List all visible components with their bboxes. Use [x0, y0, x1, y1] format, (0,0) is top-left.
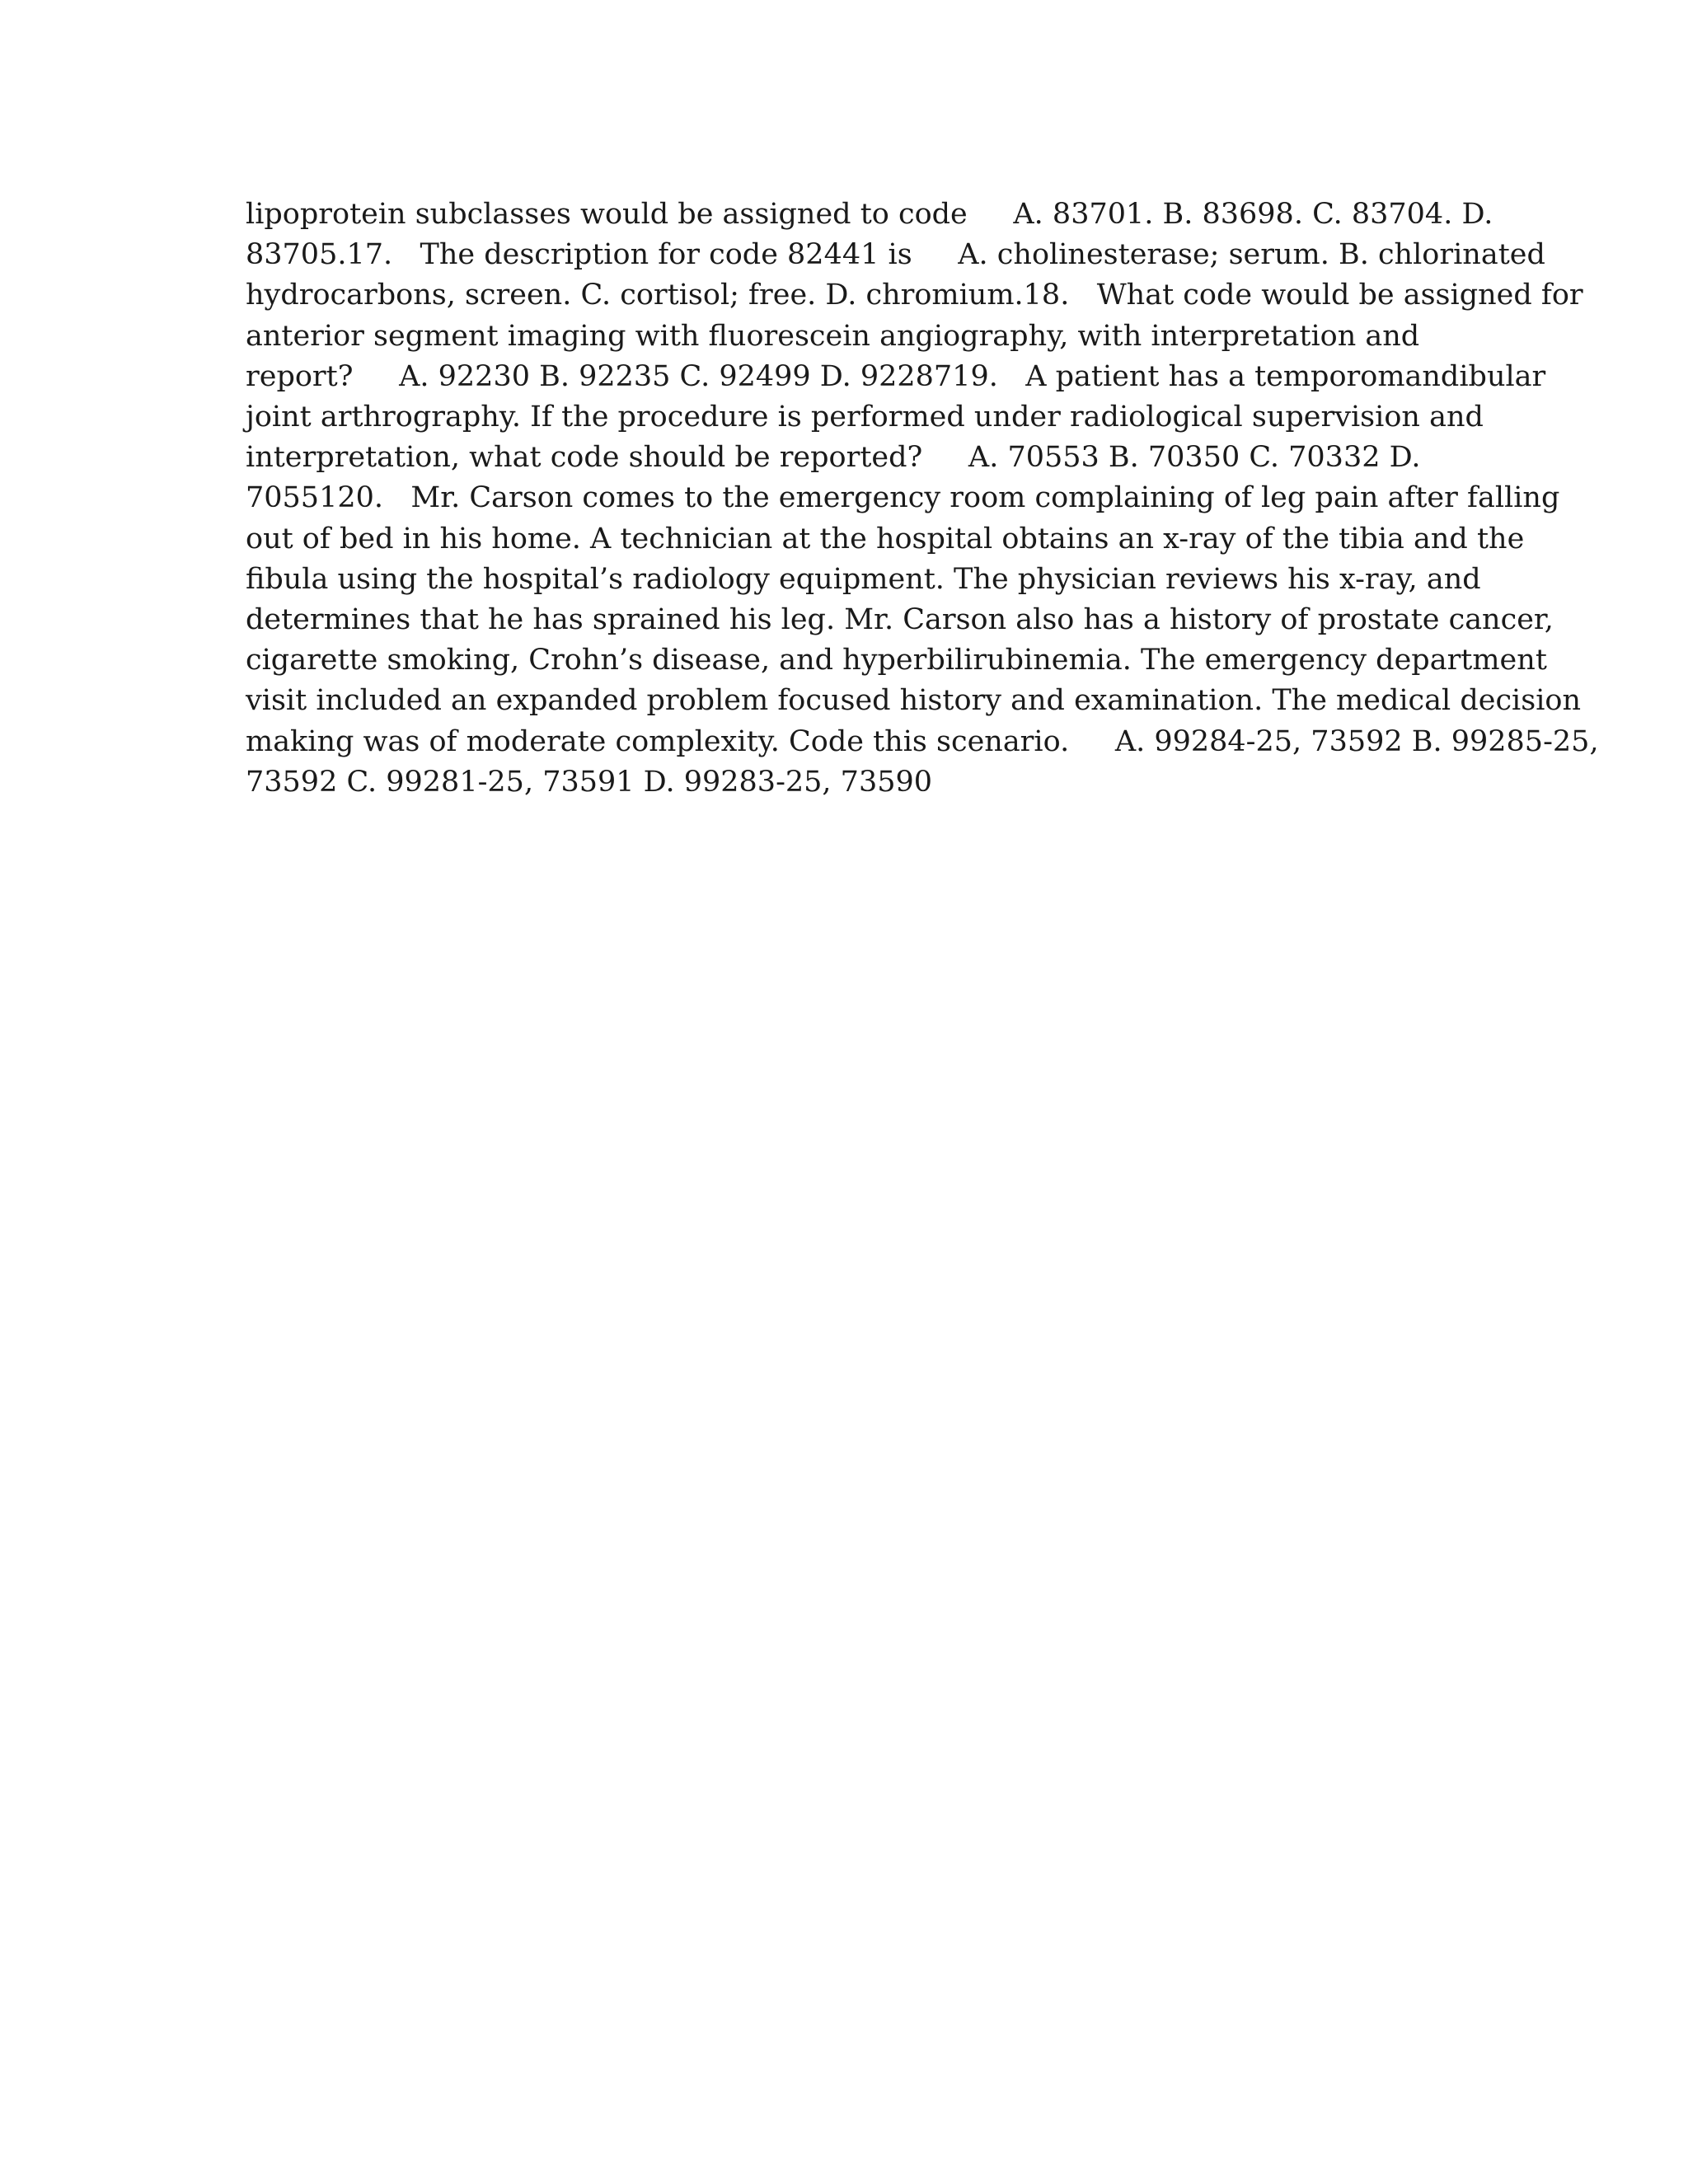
text-line-13: visit included an expanded problem focused history and examination. The medical decision — [246, 684, 1582, 718]
text-line-3: hydrocarbons, screen. C. cortisol; free. D. chromium.18. What code would be assigned for — [246, 279, 1583, 312]
text-line-15: 73592 C. 99281-25, 73591 D. 99283-25, 73590 — [246, 765, 933, 799]
text-line-12: cigarette smoking, Crohn’s disease, and hyperbilirubinemia. The emergency department — [246, 644, 1547, 677]
text-line-4: anterior segment imaging with fluorescein angiography, with interpretation and — [246, 319, 1420, 353]
text-line-5: report? A. 92230 B. 92235 C. 92499 D. 9228719. A patient has a temporomandibular — [246, 359, 1546, 393]
text-line-9: out of bed in his home. A technician at the hospital obtains an x-ray of the tibia and the — [246, 522, 1525, 555]
text-line-6: joint arthrography. If the procedure is performed under radiological supervision and — [246, 401, 1484, 434]
text-line-14: making was of moderate complexity. Code this scenario. A. 99284-25, 73592 B. 99285-25, — [246, 724, 1599, 758]
text-line-2: 83705.17. The description for code 82441 is A. cholinesterase; serum. B. chlorinated — [246, 238, 1545, 272]
text-line-8: 7055120. Mr. Carson comes to the emergency room complaining of leg pain after falling — [246, 481, 1560, 515]
text-line-7: interpretation, what code should be reported? A. 70553 B. 70350 C. 70332 D. — [246, 441, 1421, 475]
question-text-block — [246, 194, 1599, 803]
text-line-11: determines that he has sprained his leg. Mr. Carson also has a history of prostate cancer, — [246, 603, 1554, 637]
text-line-10: fibula using the hospital’s radiology equipment. The physician reviews his x-ray, and — [246, 562, 1481, 596]
text-line-1: lipoprotein subclasses would be assigned to code A. 83701. B. 83698. C. 83704. D. — [246, 198, 1493, 231]
